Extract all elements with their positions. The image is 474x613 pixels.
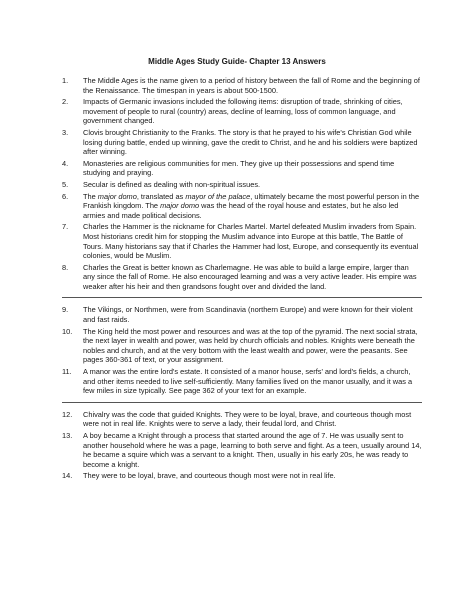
item-number: 11.: [62, 367, 72, 377]
text-segment: , translated as: [136, 191, 186, 201]
section-divider: [62, 297, 422, 298]
item-number: 8.: [62, 262, 69, 272]
item-number: 3.: [62, 127, 69, 137]
item-number: 12.: [62, 409, 73, 419]
item-number: 13.: [62, 431, 73, 440]
italic-term: major domo: [97, 191, 137, 201]
answer-item: [62, 431, 422, 469]
answer-item: [62, 471, 422, 481]
italic-term: mayor of the palace: [185, 191, 251, 201]
text-segment: Charles the Great is better known as Charlemagne. He was able to build a large empire, larger than any since the fall of Rome. He also encouraged learning and was a very active leader. His empire was weaker after his heir and then grandsons fought over and divided the land.: [83, 262, 417, 291]
item-number: 5.: [62, 179, 69, 189]
item-text: [83, 471, 336, 480]
item-number: 14.: [62, 471, 73, 481]
answer-item: [62, 97, 422, 126]
answer-item: [62, 192, 422, 221]
item-number: 4.: [62, 158, 69, 168]
item-text: [83, 192, 419, 220]
item-text: [83, 367, 412, 395]
page-title: Middle Ages Study Guide- Chapter 13 Answers: [148, 57, 326, 66]
text-segment: A manor was the entire lord's estate. It consisted of a manor house, serfs' and lord's fields, a church, and other items needed to live self-sufficiently. Many families lived on the manor usually, and it was a few miles in size typically. See page 362 of your text for an example.: [83, 367, 413, 396]
item-number: 1.: [62, 76, 69, 85]
answer-item: [62, 180, 422, 190]
item-text: [83, 431, 422, 469]
text-segment: The Middle Ages is the name given to a period of history between the fall of Rome and the beginning of the Renaissance. The timespan in years is about 500-1500.: [83, 76, 420, 95]
text-segment: Secular is defined as dealing with non-spiritual issues.: [83, 179, 261, 189]
text-segment: A boy became a Knight through a process that started around the age of 7. He was usually sent to another household where he was a page, learning to both serve and fight. As a teen, usually around 14, he became a squire which was a servant to a knight. Then, usually in his early 20s, he was ready to become a knight.: [83, 431, 422, 469]
answer-item: [62, 222, 422, 260]
item-text: [83, 180, 260, 189]
item-text: [83, 128, 417, 156]
item-text: [83, 305, 413, 324]
text-segment: was the head of the royal house and estates, but he also led armies and made political decisions.: [83, 201, 399, 220]
item-text: [83, 222, 418, 260]
answer-item: [62, 76, 422, 95]
section-divider: [62, 402, 422, 403]
text-segment: They were to be loyal, brave, and courteous though most were not in real life.: [83, 471, 336, 481]
item-number: 9.: [62, 305, 69, 315]
text-segment: The King held the most power and resources and was at the top of the pyramid. The next social strata, the next layer in wealth and power, was held by church officials and nobles. Knights were beneath the nobles and church, and at the very bottom with the least wealth and power, were the peasants. See pages 360-361 of text, or your assignment.: [83, 326, 418, 365]
text-segment: Clovis brought Christianity to the Franks. The story is that he prayed to his wife's Christian God while losing during battle, ended up winning, gave the credit to Christ, and he and his soldiers were baptized after winning.: [83, 127, 418, 157]
answer-list: [62, 76, 422, 483]
item-text: [83, 76, 420, 95]
item-text: [83, 327, 418, 365]
text-segment: The: [83, 191, 98, 201]
answer-item: [62, 159, 422, 178]
item-number: 10.: [62, 326, 73, 336]
answer-item: [62, 327, 422, 365]
answer-item: [62, 367, 422, 396]
text-segment: Monasteries are religious communities for men. They give up their possessions and spend time studying and praying.: [83, 158, 395, 178]
item-text: [83, 159, 394, 178]
answer-item: [62, 305, 422, 324]
item-number: 7.: [62, 222, 69, 232]
text-segment: Chivalry was the code that guided Knights. They were to be loyal, brave, and courteous though most were not in real life. Knights were to serve a lady, their feudal lord, and Christ.: [83, 409, 412, 429]
answer-item: [62, 263, 422, 292]
answer-item: [62, 128, 422, 157]
item-text: [83, 263, 417, 291]
item-number: 2.: [62, 97, 69, 107]
answer-item: [62, 410, 422, 429]
text-segment: The Vikings, or Northmen, were from Scandinavia (northern Europe) and were known for their violent and fast raids.: [83, 305, 413, 325]
item-text: [83, 410, 411, 429]
item-number: 6.: [62, 191, 69, 201]
item-text: [83, 97, 403, 125]
text-segment: Charles the Hammer is the nickname for Charles Martel. Martel defeated Muslim invaders from Spain. Most historians credit him for stopping the Muslim advance into Europe at this battle, The Battle of Tours. Many historians say that if Charles the Hammer had lost, Europe, and consequently its eventual colonies, would be Muslim.: [83, 222, 419, 261]
italic-term: major domo: [160, 201, 200, 211]
text-segment: Impacts of Germanic invasions included the following items: disruption of trade, shrinking of cities, movement of people to rural (country) areas, decline of learning, loss of common language, and government changed.: [83, 97, 403, 126]
text-segment: , ultimately became the most powerful person in the Frankish kingdom. The: [83, 191, 420, 211]
